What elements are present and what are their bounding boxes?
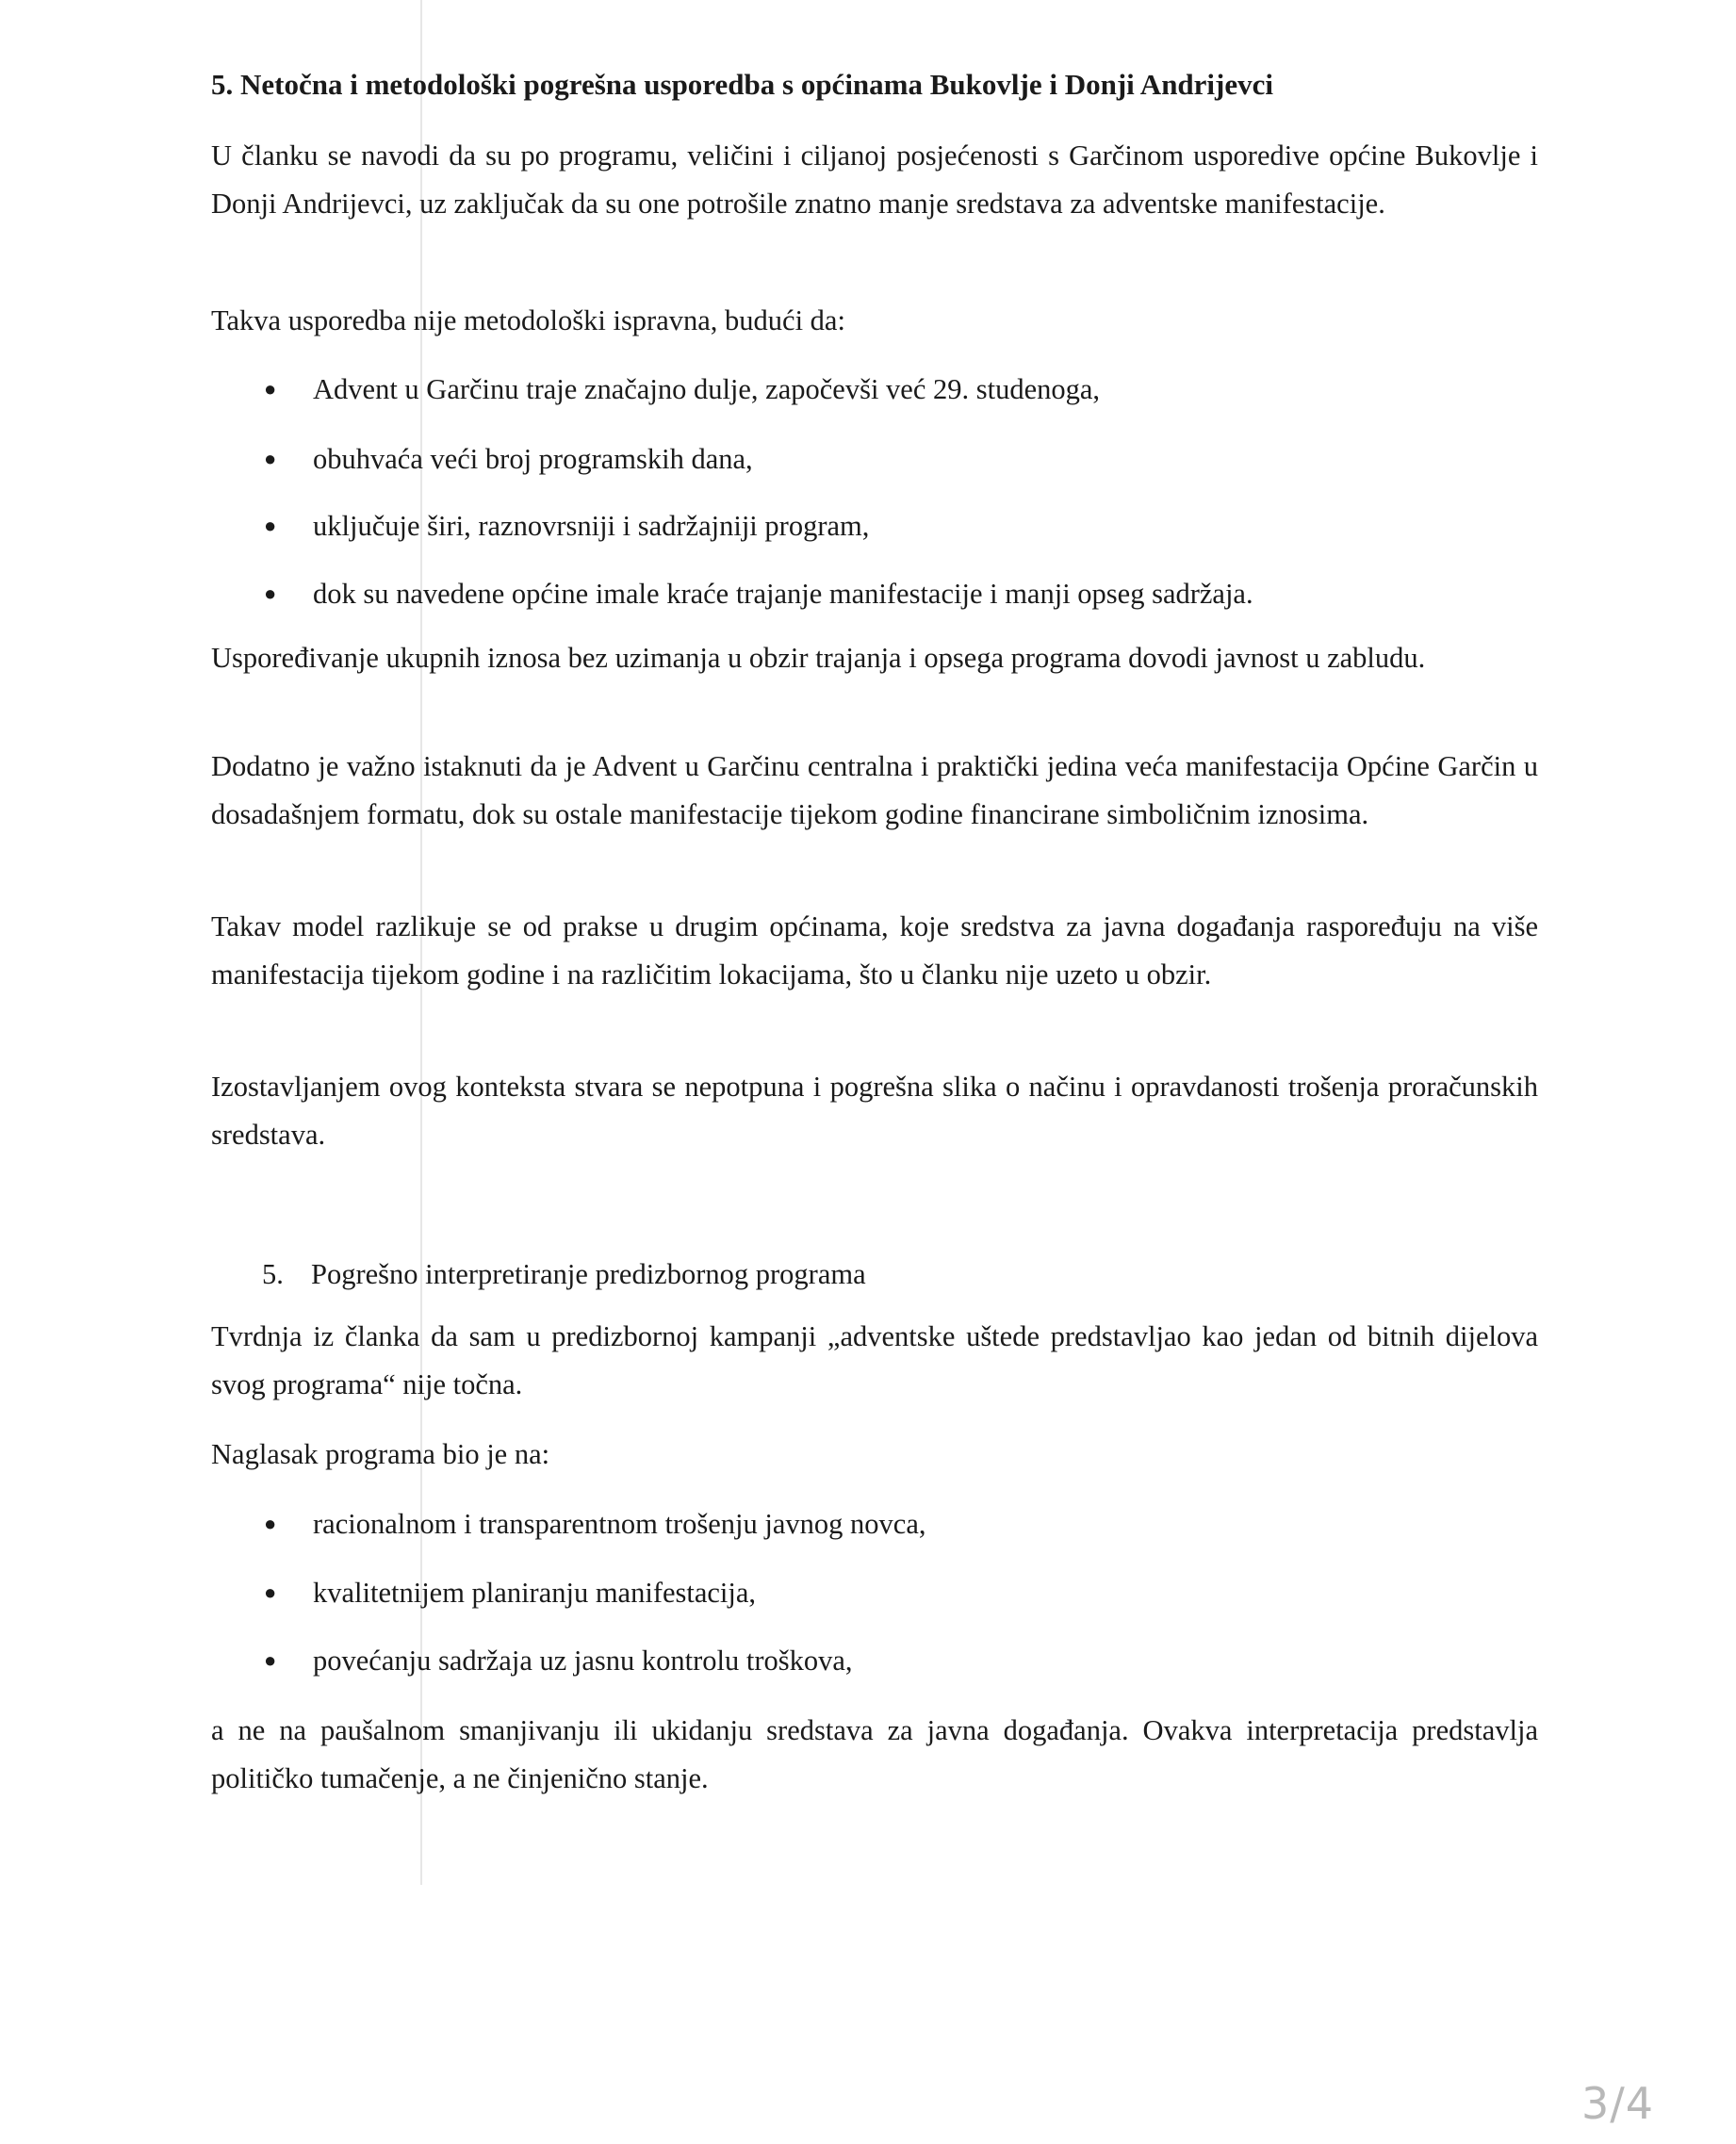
paragraph: U članku se navodi da su po programu, veličini i ciljanoj posjećenosti s Garčinom usporedive općine Bukovlje i Donji Andrijevci, uz zaključak da su one potrošile znatno manje sredstava za adventske manifestacije. <box>211 139 1538 220</box>
bullet-icon: ● <box>264 1648 277 1672</box>
bullet-icon: ● <box>264 514 277 537</box>
bullet-icon: ● <box>264 447 277 470</box>
numbered-section-heading <box>262 1253 866 1295</box>
paragraph: Takav model razlikuje se od prakse u drugim općinama, koje sredstva za javna događanja raspoređuju na više manifestacija tijekom godine i na različitim lokacijama, što u članku nije uzeto u obzir. <box>211 910 1538 990</box>
section-number: 5. <box>262 1258 284 1290</box>
bullet-icon: ● <box>264 377 277 401</box>
paragraph: Takva usporedba nije metodološki ispravna, budući da: <box>211 304 845 336</box>
document-page: 5. Netočna i metodološki pogrešna usporedba s općinama Bukovlje i Donji Andrijevci U članku se navodi da su po programu, veličini i ciljanoj posjećenosti s Garčinom usporedive općine Bukovlje i Donji Andrijevci, uz zaključak da su one potrošile znatno manje sredstava za adventske manifestacije. Takva usporedba nije metodološki ispravna, budući da: ● Advent u Garčinu traje značajno dulje, započevši već 29. studenoga, ● obuhvaća veći broj programskih dana, ● uključuje širi, raznovrsniji i sadržajniji program, ● dok su navedene općine imale kraće trajanje manifestacije i manji opseg sadržaja. Uspoređivanje ukupnih iznosa bez uzimanja u obzir trajanja i opsega programa dovodi javnost u zabludu. Dodatno je važno istaknuti da je Advent u Garčinu centralna i praktički jedina veća manifestacija Općine Garčin u dosadašnjem formatu, dok su ostale manifestacije tijekom godine financirane simboličnim iznosima. Takav model razlikuje se od prakse u drugim općinama, koje sredstva za javna događanja raspoređuju na više manifestacija tijekom godine i na različitim lokacijama, što u članku nije uzeto u obzir. Izostavljanjem ovog konteksta stvara se nepotpuna i pogrešna slika o načinu i opravdanosti trošenja proračunskih sredstava. 5. Pogrešno interpretiranje predizbornog programa Tvrdnja iz članka da sam u predizbornoj kampanji „adventske uštede predstavljao kao jedan od bitnih dijelova svog programa“ nije točna. Naglasak programa bio je na: ● racionalnom i transparentnom trošenju javnog novca, ● kvalitetnijem planiranju manifestacija, ● povećanju sadržaja uz jasnu kontrolu troškova, a ne na paušalnom smanjivanju ili ukidanju sredstava za javna događanja. Ovakva interpretacija predstavlja političko tumačenje, a ne činjenično stanje. 3/4 <box>0 0 1736 2144</box>
page-indicator: 3/4 <box>1581 2078 1655 2129</box>
paragraph: Uspoređivanje ukupnih iznosa bez uzimanja u obzir trajanja i opsega programa dovodi javnost u zabludu. <box>211 642 1426 674</box>
section-title: Pogrešno interpretiranje predizbornog programa <box>311 1258 866 1290</box>
section-heading: 5. Netočna i metodološki pogrešna usporedba s općinama Bukovlje i Donji Andrijevci <box>211 68 1274 101</box>
paragraph: Dodatno je važno istaknuti da je Advent u Garčinu centralna i praktički jedina veća manifestacija Općine Garčin u dosadašnjem formatu, dok su ostale manifestacije tijekom godine financirane simboličnim iznosima. <box>211 750 1538 830</box>
paragraph: Naglasak programa bio je na: <box>211 1438 550 1470</box>
bullet-icon: ● <box>264 581 277 605</box>
bullet-icon: ● <box>264 1580 277 1604</box>
paragraph: Izostavljanjem ovog konteksta stvara se nepotpuna i pogrešna slika o načinu i opravdanosti trošenja proračunskih sredstava. <box>211 1071 1538 1151</box>
bullet-icon: ● <box>264 1512 277 1535</box>
paragraph: Tvrdnja iz članka da sam u predizbornoj kampanji „adventske uštede predstavljao kao jedan od bitnih dijelova svog programa“ nije točna. <box>211 1320 1538 1400</box>
paragraph: a ne na paušalnom smanjivanju ili ukidanju sredstava za javna događanja. Ovakva interpretacija predstavlja političko tumačenje, a ne činjenično stanje. <box>211 1714 1538 1794</box>
